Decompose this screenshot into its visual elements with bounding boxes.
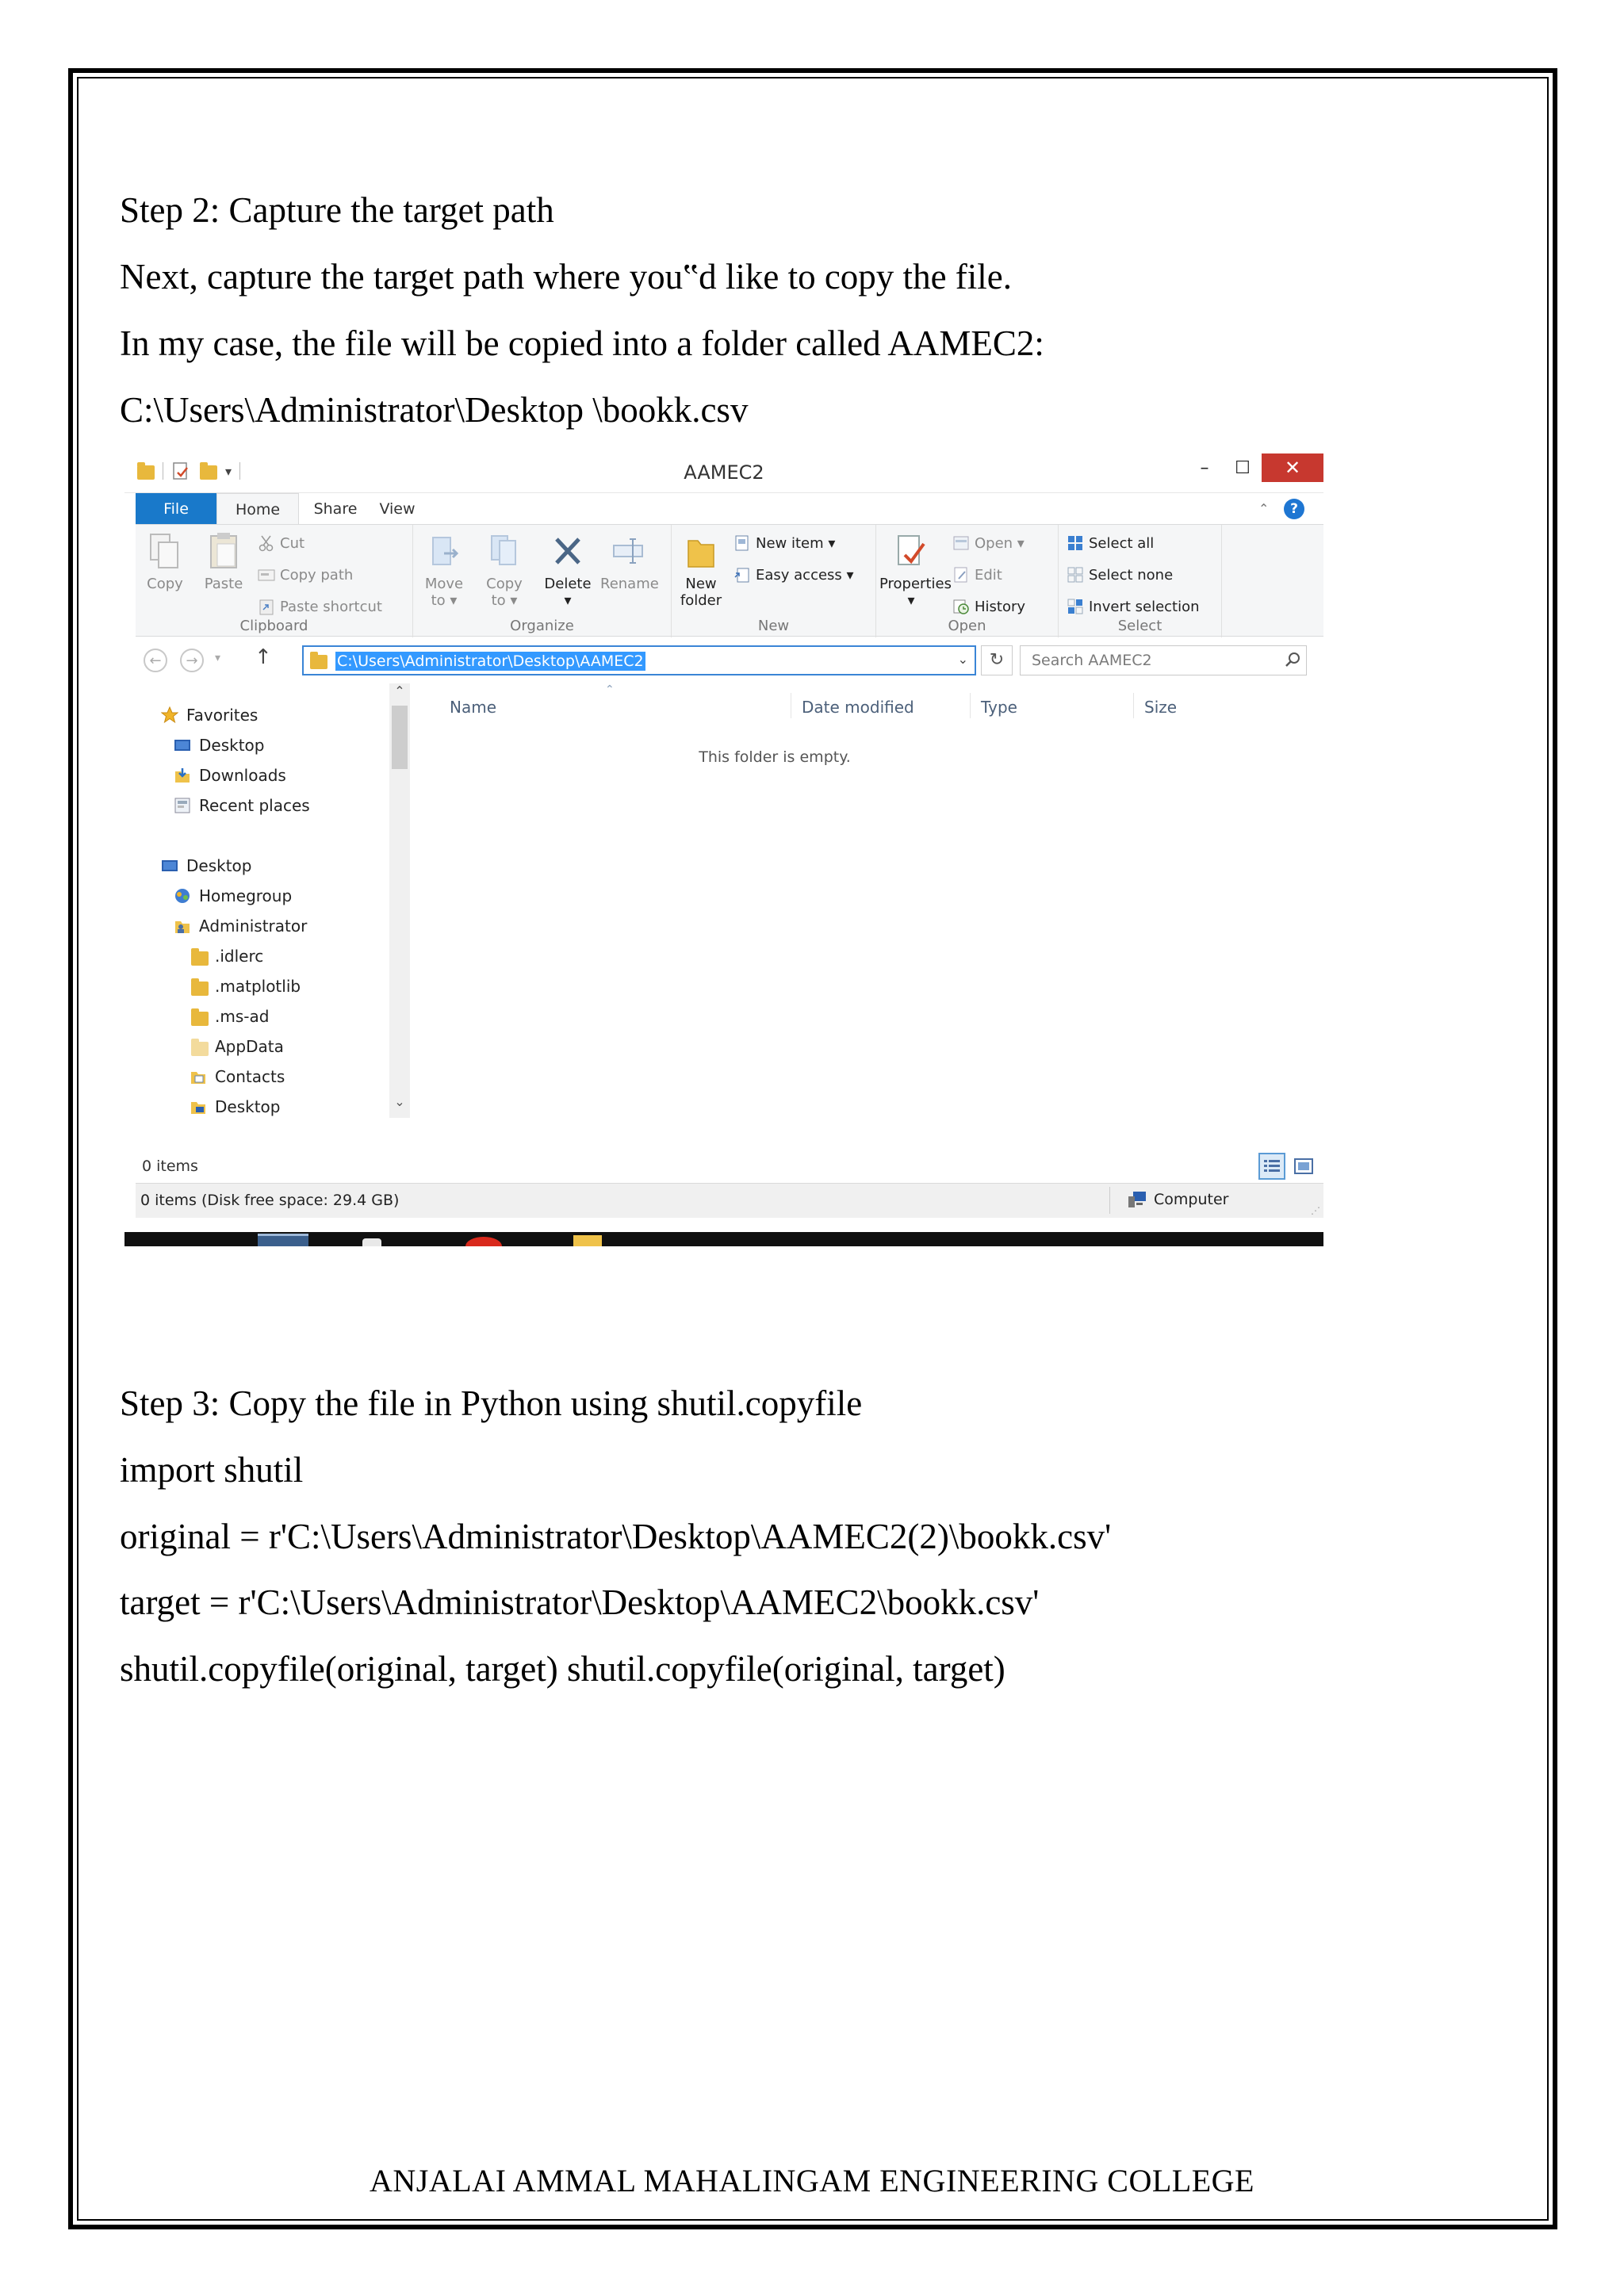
copy-path-icon [258, 566, 275, 584]
tree-desktop[interactable]: Desktop [161, 856, 251, 875]
taskbar-explorer-button[interactable] [258, 1234, 308, 1246]
close-button[interactable]: ✕ [1262, 453, 1323, 482]
open-group-label: Open [948, 618, 986, 634]
cut-button[interactable]: Cut [258, 534, 304, 552]
move-to-icon [427, 531, 462, 571]
details-view-icon[interactable] [1258, 1153, 1285, 1180]
back-button[interactable]: ← [144, 649, 167, 672]
code-line-3: target = r'C:\Users\Administrator\Desktop\AAMEC2\bookk.csv' [120, 1582, 1040, 1622]
tree-administrator[interactable]: Administrator [174, 916, 307, 936]
step2-heading: Step 2: Capture the target path [120, 190, 554, 230]
recent-locations-icon[interactable]: ▾ [215, 652, 221, 664]
desktop-icon [174, 737, 191, 754]
desktop-icon [161, 857, 178, 874]
select-all-icon [1067, 534, 1084, 552]
clipboard-group-label: Clipboard [239, 618, 308, 634]
column-date-modified[interactable]: Date modified [802, 698, 914, 717]
copy-icon [147, 531, 182, 571]
easy-access-icon [733, 566, 751, 584]
scroll-thumb[interactable] [392, 706, 408, 769]
column-name[interactable]: Name [450, 698, 497, 717]
large-icons-view-icon[interactable] [1293, 1156, 1314, 1177]
rename-icon [611, 531, 645, 571]
code-line-2: original = r'C:\Users\Administrator\Desktop\AAMEC2(2)\bookk.csv' [120, 1517, 1112, 1556]
edit-icon [952, 566, 970, 584]
tree-favorites[interactable]: Favorites [161, 706, 258, 725]
taskbar-browser-icon[interactable] [465, 1237, 502, 1246]
organize-group [413, 525, 672, 637]
paste-icon [206, 531, 241, 571]
window-title: AAMEC2 [684, 461, 764, 484]
select-group-label: Select [1117, 618, 1162, 634]
user-folder-icon [174, 917, 191, 935]
computer-icon [1127, 1190, 1147, 1209]
clipboard-group [136, 525, 413, 637]
address-dropdown-icon[interactable]: ⌄ [957, 652, 968, 667]
select-all-button[interactable]: Select all [1067, 534, 1154, 552]
college-footer: ANJALAI AMMAL MAHALINGAM ENGINEERING COLLEGE [370, 2163, 1254, 2198]
navigation-pane [136, 683, 421, 1118]
search-icon [1284, 650, 1303, 669]
status-computer: Computer [1127, 1190, 1228, 1209]
rename-button[interactable]: Rename [600, 531, 656, 592]
file-list [426, 683, 1323, 1118]
taskbar-app-icon[interactable] [362, 1238, 381, 1246]
ribbon-tabs [136, 493, 1323, 525]
code-line-1: import shutil [120, 1450, 304, 1490]
new-folder-button[interactable]: New folder [673, 531, 729, 609]
forward-button[interactable]: → [180, 649, 204, 672]
step2-line-1: Next, capture the target path where you‟d like to copy the file. [120, 257, 1012, 297]
folder-icon [190, 978, 207, 995]
edit-button[interactable]: Edit [952, 566, 1002, 584]
folder-icon [190, 1008, 207, 1025]
history-button[interactable]: History [952, 598, 1025, 615]
new-group-label: New [757, 618, 790, 634]
select-group [1059, 525, 1222, 637]
maximize-button[interactable]: ☐ [1235, 457, 1251, 478]
open-button[interactable]: Open ▾ [952, 534, 1025, 552]
tree-item-appdata[interactable]: AppData [190, 1037, 284, 1056]
tree-fav-recent-places[interactable]: Recent places [174, 796, 310, 815]
tree-fav-desktop[interactable]: Desktop [174, 736, 264, 755]
scissors-icon [258, 534, 275, 552]
paste-shortcut-icon [258, 598, 275, 615]
open-icon [952, 534, 970, 552]
paste-shortcut-button[interactable]: Paste shortcut [258, 598, 382, 615]
ribbon [136, 524, 1323, 637]
code-line-4: shutil.copyfile(original, target) shutil.copyfile(original, target) [120, 1649, 1005, 1689]
status-bar [136, 1183, 1323, 1218]
delete-x-icon [550, 531, 585, 571]
tree-item-ms-ad[interactable]: .ms-ad [190, 1007, 269, 1026]
step2-path: C:\Users\Administrator\Desktop \bookk.csv [120, 390, 749, 430]
address-text[interactable]: C:\Users\Administrator\Desktop\AAMEC2 [337, 652, 644, 670]
customize-quick-access-icon[interactable]: ▾ [225, 463, 232, 479]
collapse-ribbon-icon[interactable]: ⌃ [1258, 501, 1270, 516]
copy-path-button[interactable]: Copy path [258, 566, 353, 584]
history-icon [952, 598, 970, 615]
tab-view[interactable]: View [379, 500, 416, 518]
address-row [136, 637, 1323, 682]
step3-heading: Step 3: Copy the file in Python using shutil.copyfile [120, 1383, 863, 1423]
refresh-icon[interactable]: ↻ [981, 645, 1013, 675]
tab-file[interactable]: File [136, 493, 216, 525]
delete-button[interactable]: Delete ▾ [540, 531, 596, 609]
minimize-button[interactable]: – [1200, 457, 1209, 478]
items-count: 0 items [142, 1158, 198, 1175]
paste-button[interactable]: Paste [196, 531, 251, 592]
title-bar [124, 453, 1323, 493]
empty-folder-message: This folder is empty. [699, 748, 851, 766]
downloads-icon [174, 767, 191, 784]
new-item-button[interactable]: New item ▾ [733, 534, 835, 552]
status-disk-space: 0 items (Disk free space: 29.4 GB) [140, 1192, 400, 1209]
folder-icon [190, 947, 207, 965]
tree-item-idlerc[interactable]: .idlerc [190, 947, 263, 966]
navigation-scrollbar[interactable] [389, 683, 410, 1118]
taskbar-folder-icon[interactable] [573, 1235, 602, 1246]
help-icon[interactable]: ? [1284, 499, 1304, 519]
desktop-folder-icon [190, 1098, 207, 1115]
tree-fav-downloads[interactable]: Downloads [174, 766, 286, 785]
recent-places-icon [174, 797, 191, 814]
invert-selection-icon [1067, 598, 1084, 615]
sort-indicator-icon: ⌃ [605, 683, 615, 696]
resize-grip-icon[interactable]: ⋰ [1311, 1205, 1320, 1216]
taskbar [124, 1232, 1323, 1246]
star-icon [161, 706, 178, 724]
explorer-screenshot [124, 453, 1323, 1246]
scroll-up-icon[interactable]: ⌃ [394, 683, 405, 698]
new-group [672, 525, 876, 637]
step2-line-2: In my case, the file will be copied into a folder called AAMEC2: [120, 323, 1044, 363]
tree-item-contacts[interactable]: Contacts [190, 1067, 285, 1086]
tab-home[interactable]: Home [216, 493, 299, 525]
invert-selection-button[interactable]: Invert selection [1067, 598, 1200, 615]
open-group [876, 525, 1059, 637]
contacts-icon [190, 1068, 207, 1085]
copy-to-button[interactable]: Copy to ▾ [477, 531, 532, 609]
organize-group-label: Organize [510, 618, 574, 634]
up-arrow-icon[interactable]: ↑ [255, 645, 272, 669]
properties-button[interactable]: Properties ▾ [879, 531, 943, 609]
move-to-button[interactable]: Move to ▾ [416, 531, 472, 609]
column-type[interactable]: Type [981, 698, 1017, 717]
homegroup-icon [174, 887, 191, 905]
copy-button[interactable]: Copy [137, 531, 193, 592]
search-input[interactable]: Search AAMEC2 [1020, 645, 1307, 675]
new-folder-icon [684, 531, 718, 571]
folder-icon [308, 651, 329, 670]
address-bar[interactable] [302, 645, 976, 675]
scroll-down-icon[interactable]: ⌄ [394, 1094, 405, 1109]
column-size[interactable]: Size [1144, 698, 1178, 717]
tree-item-desktop[interactable]: Desktop [190, 1097, 280, 1116]
hidden-folder-icon [190, 1038, 207, 1055]
new-item-icon [733, 534, 751, 552]
properties-icon [894, 531, 929, 571]
tree-homegroup[interactable]: Homegroup [174, 886, 292, 905]
tree-item-matplotlib[interactable]: .matplotlib [190, 977, 301, 996]
select-none-button[interactable]: Select none [1067, 566, 1173, 584]
tab-share[interactable]: Share [313, 500, 358, 518]
copy-to-icon [487, 531, 522, 571]
easy-access-button[interactable]: Easy access ▾ [733, 566, 854, 584]
select-none-icon [1067, 566, 1084, 584]
